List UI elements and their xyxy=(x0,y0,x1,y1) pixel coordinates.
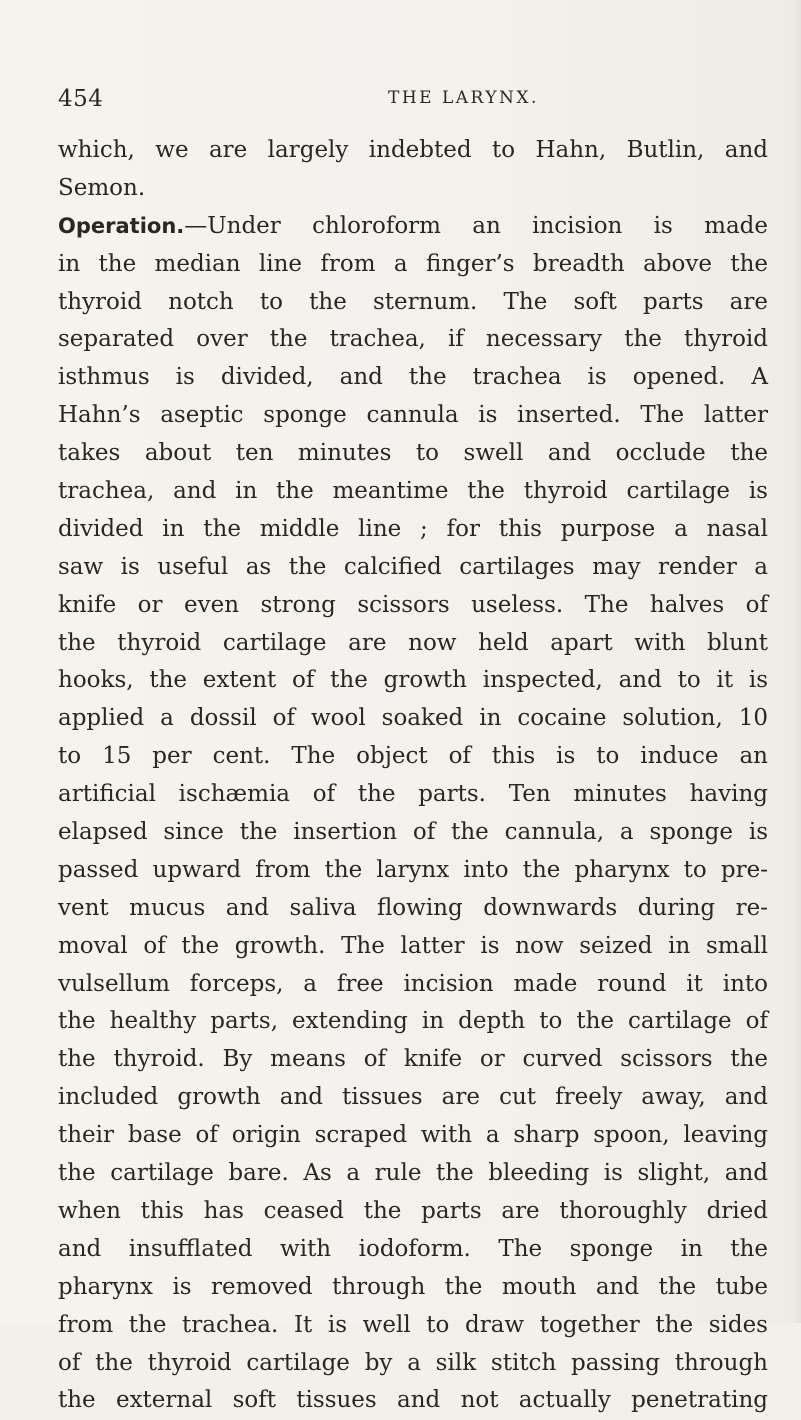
text-line: when this has ceased the parts are thoroughly dried xyxy=(58,1197,768,1224)
text-line: passed upward from the larynx into the pharynx to pre- xyxy=(58,856,768,883)
operation-paragraph-start xyxy=(58,208,768,246)
text-line: separated over the trachea, if necessary the thyroid xyxy=(58,326,768,353)
text-line: and insufflated with iodoform. The sponge in the xyxy=(58,1235,768,1262)
operation-text: —Under chloroform an incision is made xyxy=(184,212,768,239)
text-line: hooks, the extent of the growth inspected, and to it is xyxy=(58,667,768,694)
text-line: Hahn’s aseptic sponge cannula is inserted. The latter xyxy=(58,402,768,429)
text-line: vent mucus and saliva flowing downwards during re- xyxy=(58,894,768,921)
body-text xyxy=(58,132,768,1420)
text-line: the external soft tissues and not actually penetrating xyxy=(58,1387,768,1414)
text-line: takes about ten minutes to swell and occlude the xyxy=(58,440,768,467)
text-line: the thyroid cartilage are now held apart with blunt xyxy=(58,629,768,656)
text-line: trachea, and in the meantime the thyroid cartilage is xyxy=(58,478,768,505)
text-line: moval of the growth. The latter is now seized in small xyxy=(58,932,768,959)
text-line: the healthy parts, extending in depth to the cartilage of xyxy=(58,1008,768,1035)
running-title: THE LARYNX. xyxy=(388,88,539,108)
text-line: vulsellum forceps, a free incision made round it into xyxy=(58,970,768,997)
text-line: thyroid notch to the sternum. The soft parts are xyxy=(58,288,768,315)
page-number: 454 xyxy=(58,86,104,112)
text-line: knife or even strong scissors useless. The halves of xyxy=(58,591,768,618)
text-line: applied a dossil of wool soaked in cocaine solution, 10 xyxy=(58,705,768,732)
text-line: pharynx is removed through the mouth and the tube xyxy=(58,1273,768,1300)
operation-heading: Operation. xyxy=(58,213,185,238)
text-line: which, we are largely indebted to Hahn, Butlin, and xyxy=(58,137,768,163)
text-line: of the thyroid cartilage by a silk stitch passing through xyxy=(58,1349,768,1376)
text-line: to 15 per cent. The object of this is to induce an xyxy=(58,743,768,770)
text-line: saw is useful as the calcified cartilages may render a xyxy=(58,553,768,580)
page-header xyxy=(58,86,758,126)
text-line: the cartilage bare. As a rule the bleeding is slight, and xyxy=(58,1160,768,1187)
text-line: divided in the middle line ; for this purpose a nasal xyxy=(58,515,768,542)
text-line: included growth and tissues are cut freely away, and xyxy=(58,1084,768,1111)
text-line: artificial ischæmia of the parts. Ten minutes having xyxy=(58,781,768,808)
text-line: elapsed since the insertion of the cannula, a sponge is xyxy=(58,819,768,846)
text-line: isthmus is divided, and the trachea is opened. A xyxy=(58,364,768,391)
text-line: from the trachea. It is well to draw together the sides xyxy=(58,1311,768,1338)
text-line: the thyroid. By means of knife or curved scissors the xyxy=(58,1046,768,1073)
text-line: in the median line from a finger’s breadth above the xyxy=(58,250,768,277)
text-line: Semon. xyxy=(58,174,146,201)
text-line: their base of origin scraped with a sharp spoon, leaving xyxy=(58,1122,768,1149)
page-edge-shadow xyxy=(791,0,801,1323)
